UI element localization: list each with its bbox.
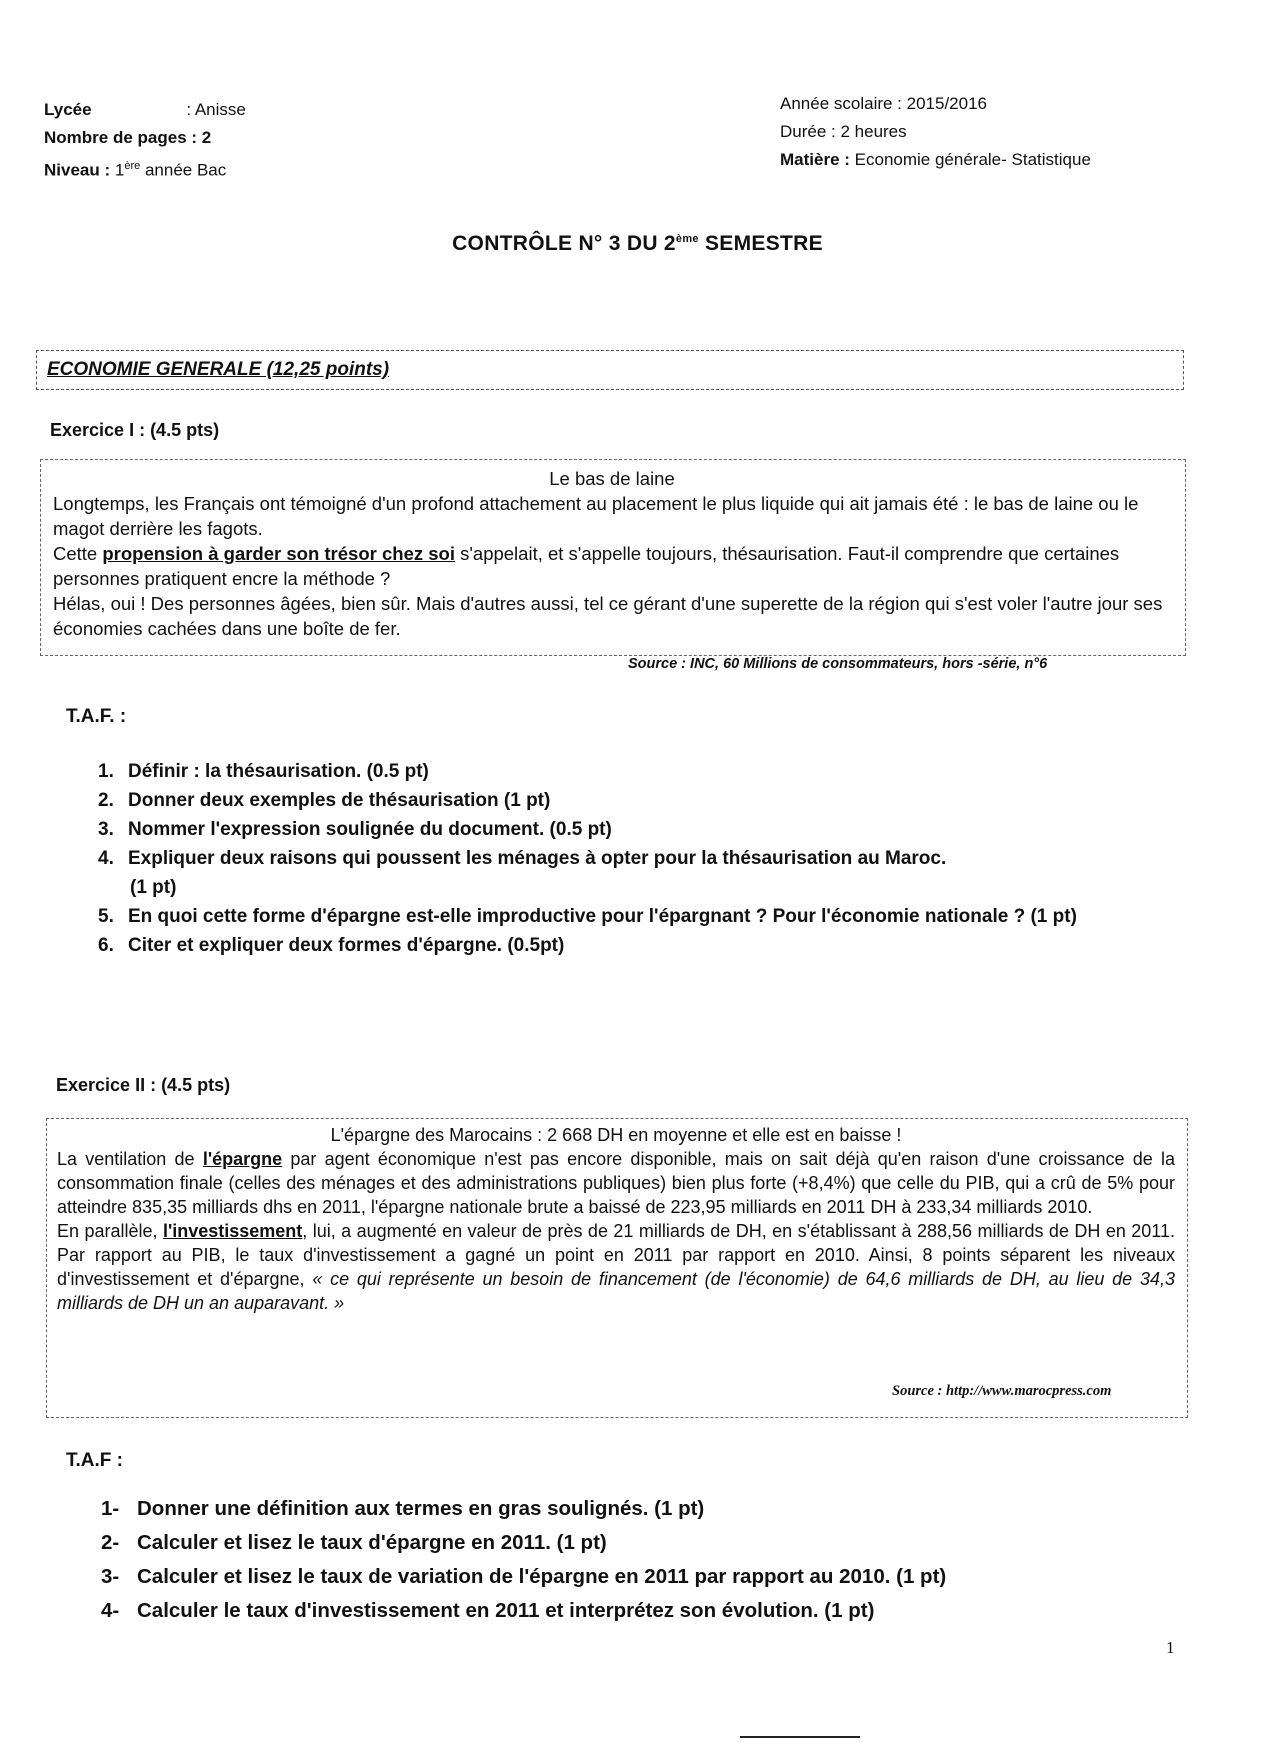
matiere-line: [780, 146, 1091, 174]
underlined-expression: propension à garder son trésor chez soi: [102, 543, 455, 564]
question-item: [101, 1560, 1181, 1594]
exercise-1-questions: [98, 757, 1178, 960]
question-item: [101, 1492, 1181, 1526]
question-item: [98, 757, 1178, 786]
niveau-num: 1: [114, 160, 125, 180]
question-number: 1-: [101, 1497, 120, 1520]
exercise-2-source: Source : http://www.marocpress.com: [892, 1383, 1112, 1399]
exercise-1-paragraph-1: Longtemps, les Français ont témoigné d'un profond attachement au placement le plus liquide qui ait jamais été : le bas de laine ou le magot derrière les fagots.: [53, 493, 1139, 539]
question-item: [98, 902, 1178, 931]
exercise-2-paragraph-1: [57, 1147, 1175, 1219]
page-title: [0, 232, 1275, 256]
lycee-line: [44, 96, 246, 124]
exercise-1-paragraph-2: [53, 541, 1171, 591]
pages-line: [44, 124, 246, 152]
header-right: [780, 90, 1091, 174]
question-text: Expliquer deux raisons qui poussent les ménages à opter pour la thésaurisation au Maroc.: [128, 848, 947, 869]
exercise-1-taf: T.A.F. :: [66, 706, 127, 727]
question-text: Nommer l'expression soulignée du document. (0.5 pt): [128, 819, 612, 840]
question-item: [101, 1594, 1181, 1628]
question-number: 2-: [101, 1531, 120, 1554]
niveau-label: Niveau :: [44, 160, 111, 180]
exercise-2-document: [46, 1118, 1188, 1418]
duree-line: [780, 118, 1091, 146]
question-text: Calculer et lisez le taux de variation de l'épargne en 2011 par rapport au 2010. (1 pt): [137, 1565, 947, 1588]
question-text: Donner une définition aux termes en gras soulignés. (1 pt): [137, 1497, 705, 1520]
question-text: Citer et expliquer deux formes d'épargne. (0.5pt): [128, 935, 565, 956]
exercise-2-paragraph-2: [57, 1219, 1175, 1315]
annee-value: 2015/2016: [906, 94, 988, 113]
pages-label: Nombre de pages :: [44, 128, 198, 147]
page-number: 1: [1166, 1638, 1175, 1657]
annee-line: [780, 90, 1091, 118]
question-item: [98, 815, 1178, 844]
section-title: ECONOMIE GENERALE (12,25 points): [47, 359, 390, 380]
exercise-2-doc-title: L'épargne des Marocains : 2 668 DH en moyenne et elle est en baisse !: [330, 1125, 902, 1145]
p1-post: par agent économique n'est pas encore disponible, mais on sait déjà qu'en raison d'une croissance de la consommation finale (celles des ménages et des administrations publiques) bien plus forte (+8,4%) que celle du PIB, qui a crû de 5% pour atteindre 835,35 milliards dhs en 2011, l'épargne nationale brute a baissé de 223,95 milliards en 2011 DH à 233,34 milliards 2010.: [57, 1149, 1175, 1217]
question-number: 3-: [101, 1565, 120, 1588]
question-item: [98, 786, 1178, 815]
question-number: 4-: [101, 1599, 120, 1622]
question-text: Définir : la thésaurisation. (0.5 pt): [128, 761, 429, 782]
question-number: 4.: [98, 848, 114, 869]
lycee-value: : Anisse: [186, 100, 246, 119]
question-number: 3.: [98, 819, 114, 840]
question-item: [98, 931, 1178, 960]
question-number: 2.: [98, 790, 114, 811]
bold-term-investissement: l'investissement: [162, 1221, 303, 1241]
question-continuation: (1 pt): [130, 877, 177, 898]
header-left: [44, 96, 246, 185]
p2-pre: Cette: [53, 543, 103, 564]
question-text: Calculer et lisez le taux d'épargne en 2011. (1 pt): [137, 1531, 607, 1554]
p2-post: s'appelait, et s'appelle toujours, thésaurisation. Faut-il comprendre que certaines personnes pratiquent encre la méthode ?: [53, 543, 1120, 589]
annee-label: Année scolaire :: [780, 94, 902, 113]
title-post: SEMESTRE: [698, 232, 823, 255]
question-item: [98, 844, 1178, 902]
niveau-rest: année Bac: [140, 160, 227, 180]
duree-value: 2 heures: [840, 122, 907, 141]
question-number: 1.: [98, 761, 114, 782]
exercise-1-title: Exercice I : (4.5 pts): [50, 420, 220, 440]
question-number: 5.: [98, 906, 114, 927]
lycee-label: Lycée: [44, 100, 92, 119]
duree-label: Durée :: [780, 122, 836, 141]
title-sup: ème: [675, 233, 699, 245]
matiere-value: Economie générale- Statistique: [854, 150, 1091, 169]
p1-pre: La ventilation de: [57, 1149, 203, 1169]
footer-rule: [740, 1736, 860, 1738]
question-text: En quoi cette forme d'épargne est-elle improductive pour l'épargnant ? Pour l'économie nationale ? (1 pt): [128, 906, 1077, 927]
p2-mid: , lui, a augmenté en valeur de près de 21 milliards de DH, en s'établissant à 288,56 milliards de DH en 2011. Par rapport au PIB, le taux d'investissement a gagné un point en 2011 par rapport en 2010. Ainsi, 8 points séparent les niveaux d'investissement et d'épargne,: [57, 1221, 1175, 1289]
exercise-1-document: [40, 459, 1186, 656]
p2-pre: En parallèle,: [57, 1221, 163, 1241]
pages-value: 2: [201, 128, 212, 147]
exercise-2-taf: T.A.F :: [66, 1450, 123, 1471]
title-pre: CONTRÔLE N° 3 DU 2: [452, 232, 676, 255]
niveau-line: [44, 152, 246, 185]
section-header-box: [36, 350, 1184, 390]
p2-quote: « ce qui représente un besoin de financement (de l'économie) de 64,6 milliards de DH, au lieu de 34,3 milliards de DH un an auparavant. »: [57, 1269, 1175, 1313]
question-text: Calculer le taux d'investissement en 2011 et interprétez son évolution. (1 pt): [137, 1599, 875, 1622]
exercise-1-source: Source : INC, 60 Millions de consommateurs, hors -série, n°6: [628, 656, 1048, 672]
question-number: 6.: [98, 935, 114, 956]
niveau-sup: ère: [124, 160, 141, 172]
question-text: Donner deux exemples de thésaurisation (1 pt): [128, 790, 551, 811]
question-item: [101, 1526, 1181, 1560]
exercise-2-questions: [101, 1492, 1181, 1628]
exercise-1-doc-title: Le bas de laine: [549, 468, 675, 489]
bold-term-epargne: l'épargne: [202, 1149, 283, 1169]
matiere-label: Matière :: [780, 150, 850, 169]
exercise-2-title: Exercice II : (4.5 pts): [56, 1075, 231, 1095]
exercise-1-paragraph-3: Hélas, oui ! Des personnes âgées, bien sûr. Mais d'autres aussi, tel ce gérant d'une superette de la région qui s'est voler l'autre jour ses économies cachées dans une boîte de fer.: [53, 593, 1163, 639]
